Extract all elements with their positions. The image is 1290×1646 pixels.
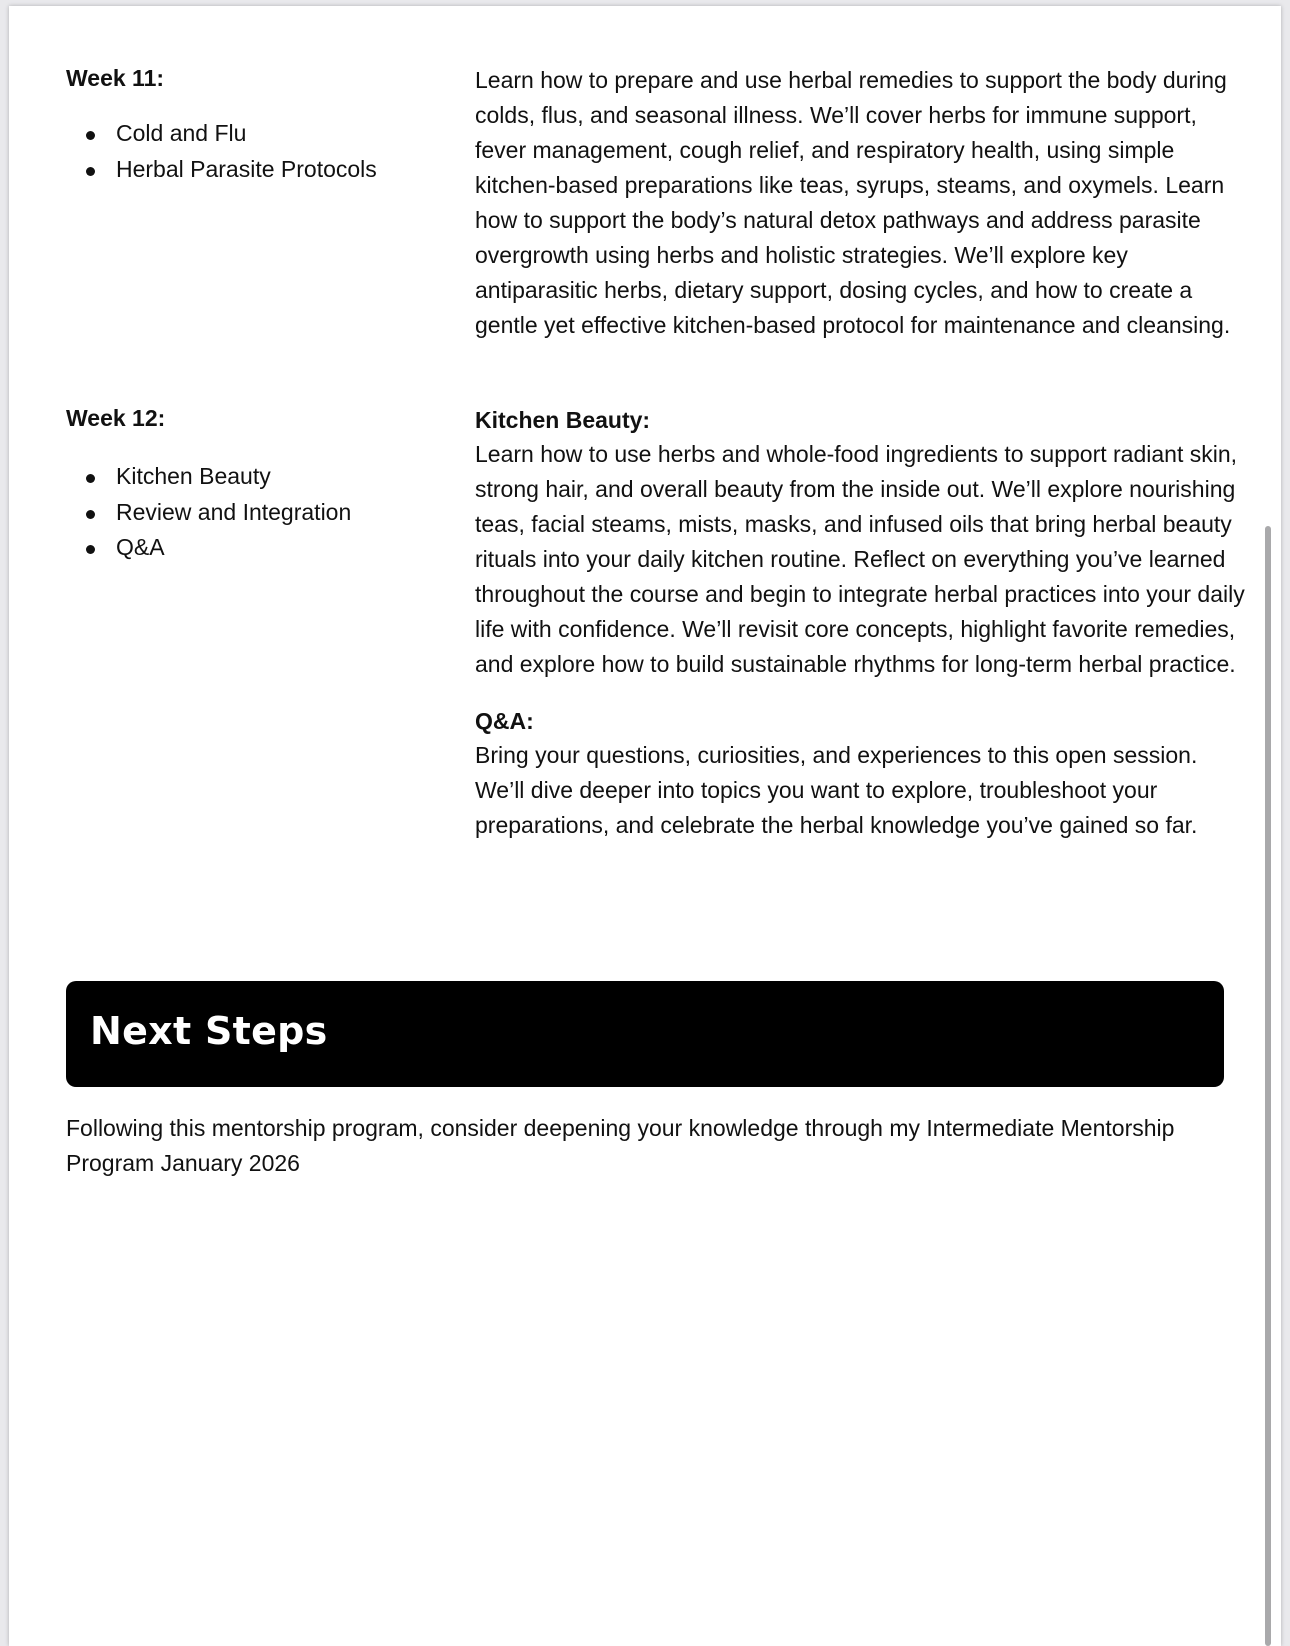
kitchen-beauty-heading: Kitchen Beauty: <box>475 407 651 433</box>
next-steps-title: Next Steps <box>90 1009 328 1053</box>
week-12-topics <box>86 459 351 566</box>
list-item: Herbal Parasite Protocols <box>86 152 377 188</box>
scrollbar-thumb[interactable] <box>1265 526 1271 1646</box>
week-12-summary <box>66 403 456 560</box>
qa-heading: Q&A: <box>475 708 534 734</box>
week-11-details <box>475 63 1245 343</box>
qa-description: Bring your questions, curiosities, and experiences to this open session. We’ll dive deeper into topics you want to explore, troubleshoot your preparations, and celebrate the herbal knowledge you’ve gained so far. <box>475 742 1198 838</box>
week-11-summary <box>66 63 456 182</box>
week-12-details <box>475 403 1245 843</box>
list-item: Kitchen Beauty <box>86 459 351 495</box>
list-item: Q&A <box>86 530 351 566</box>
kitchen-beauty-description: Learn how to use herbs and whole-food ingredients to support radiant skin, strong hair, and overall beauty from the inside out. We’ll explore nourishing teas, facial steams, mists, masks, and infused oils that bring herbal beauty rituals into your daily kitchen routine. Reflect on everything you’ve learned throughout the course and begin to integrate herbal practices into your daily life with confidence. We’ll revisit core concepts, highlight favorite remedies, and explore how to build sustainable rhythms for long-term herbal practice. <box>475 441 1245 677</box>
next-steps-text: Following this mentorship program, consider deepening your knowledge through my Intermediate Mentorship Program January 2026 <box>66 1115 1175 1176</box>
list-item: Review and Integration <box>86 495 351 531</box>
week-11-topics <box>86 116 377 187</box>
week-11-description: Learn how to prepare and use herbal remedies to support the body during colds, flus, and seasonal illness. We’ll cover herbs for immune support, fever management, cough relief, and respiratory health, using simple kitchen-based preparations like teas, syrups, steams, and oxymels. Learn how to support the body’s natural detox pathways and address parasite overgrowth using herbs and holistic strategies. We’ll explore key antiparasitic herbs, dietary support, dosing cycles, and how to create a gentle yet effective kitchen-based protocol for maintenance and cleansing. <box>475 67 1231 338</box>
week-12-title: Week 12: <box>66 405 166 431</box>
next-steps-banner <box>66 981 1224 1087</box>
document-page <box>9 6 1281 1646</box>
vertical-scrollbar[interactable] <box>1265 526 1271 1646</box>
list-item: Cold and Flu <box>86 116 377 152</box>
week-11-title: Week 11: <box>66 65 165 91</box>
